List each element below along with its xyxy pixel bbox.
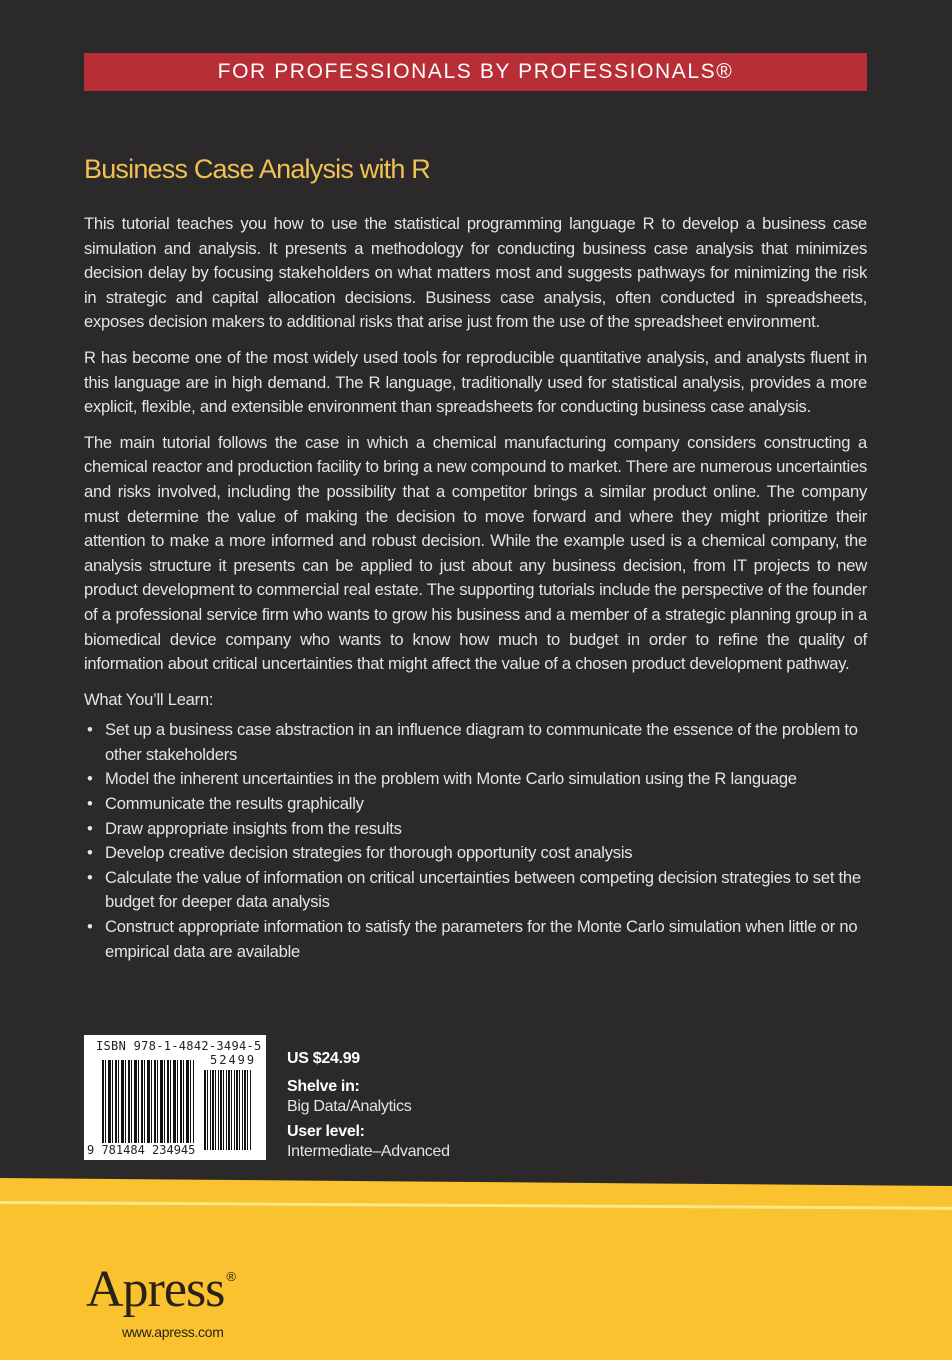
description-paragraph: R has become one of the most widely used tools for reproducible quantitative analysis, and analysts fluent in this language are in high demand. The R language, traditionally used for statistical analysis, provides a more explicit, flexible, and extensible environment than spreadsheets for conducting business case analysis. [84,347,867,417]
price-barcode-bars [204,1070,252,1150]
registered-mark: ® [226,1269,236,1284]
learn-list [84,718,867,964]
ean-number: 9 781484 234945 [87,1143,196,1157]
description [84,212,867,964]
book-info [287,1050,450,1167]
list-item: • Draw appropriate insights from the results [84,817,867,842]
shelve-label: Shelve in: [287,1078,360,1095]
list-item: • Set up a business case abstraction in an influence diagram to communicate the essence of the problem to other stakeholders [84,718,867,767]
isbn-barcode [84,1035,266,1160]
price: US $24.99 [287,1050,360,1067]
description-paragraph: The main tutorial follows the case in which a chemical manufacturing company considers constructing a chemical reactor and production facility to bring a new compound to market. There are numerous uncertainties and risks involved, including the possibility that a competitor brings a similar product online. The company must determine the value of making the decision to move forward and where they might prioritize their attention to make a more informed and robust decision. While the example used is a chemical company, the analysis structure it presents can be applied to just about any business decision, from IT projects to new product development to commercial real estate. The supporting tutorials include the perspective of the founder of a professional service firm who wants to grow his business and a member of a strategic planning group in a biomedical device company who wants to know how much to budget in order to refine the quality of information about critical uncertainties that might affect the value of a chosen product development pathway. [84,432,867,674]
list-item: • Develop creative decision strategies for thorough opportunity cost analysis [84,841,867,866]
user-level-label: User level: [287,1123,365,1140]
shelve-value: Big Data/Analytics [287,1098,412,1115]
description-paragraph: This tutorial teaches you how to use the statistical programming language R to develop a business case simulation and analysis. It presents a methodology for conducting business case analysis that minimizes decision delay by focusing stakeholders on what matters most and suggests pathways for minimizing the risk in strategic and capital allocation decisions. Business case analysis, often conducted in spreadsheets, exposes decision makers to additional risks that arise just from the use of the spreadsheet environment. [84,214,867,332]
publisher-url: www.apress.com [122,1324,224,1340]
barcode-bars [102,1060,194,1148]
book-title: Business Case Analysis with R [84,154,430,184]
list-item: • Construct appropriate information to satisfy the parameters for the Monte Carlo simulation when little or no empirical data are available [84,915,867,964]
series-banner: FOR PROFESSIONALS BY PROFESSIONALS® [84,53,867,91]
logo-text: Apress [86,1261,225,1318]
learn-heading: What You’ll Learn: [84,689,214,709]
price-code: 52499 [210,1053,257,1067]
isbn-text: ISBN 978-1-4842-3494-5 [96,1039,262,1053]
list-item: • Communicate the results graphically [84,792,867,817]
apress-logo [86,1261,236,1318]
user-level-value: Intermediate–Advanced [287,1143,450,1160]
list-item: • Model the inherent uncertainties in the problem with Monte Carlo simulation using the R language [84,767,867,792]
list-item: • Calculate the value of information on critical uncertainties between competing decision strategies to set the budget for deeper data analysis [84,866,867,915]
